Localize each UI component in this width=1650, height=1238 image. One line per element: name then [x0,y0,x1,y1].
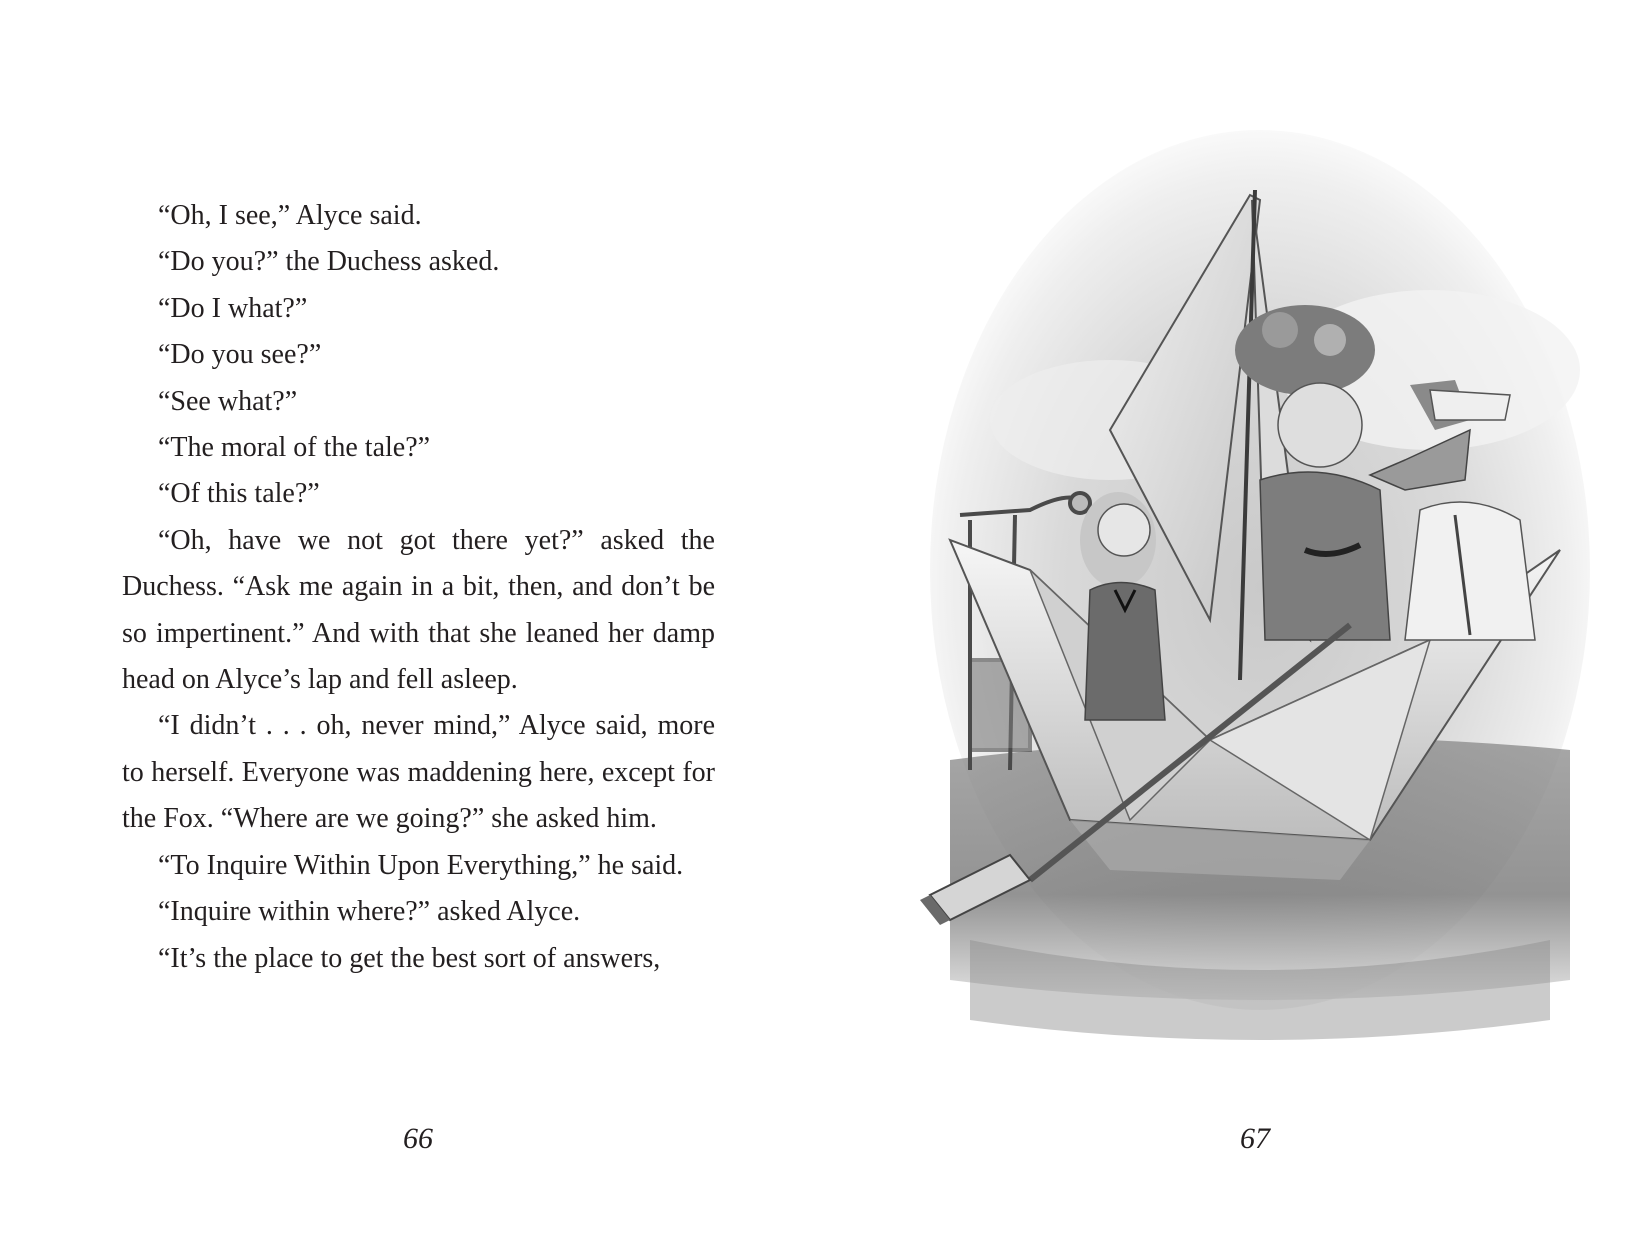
paragraph: “Do I what?” [158,292,308,324]
paragraph: “I didn’t . . . oh, never mind,” Alyce said, more to herself. Everyone was maddening here, except for the Fox. “Where are we going?” she asked him. [122,710,715,835]
paragraph: “Oh, I see,” Alyce said. [158,200,422,231]
paragraph: “Of this tale?” [158,478,320,510]
paragraph: “Do you see?” [158,339,322,371]
right-page [825,0,1650,1238]
page-number: 66 [403,1122,433,1155]
paragraph: “Oh, have we not got there yet?” asked the Duchess. “Ask me again in a bit, then, and don’t be so impertinent.” And with that she leaned her damp head on Alyce’s lap and fell asleep. [122,524,715,696]
page-number: 67 [1240,1122,1270,1155]
paragraph: “It’s the place to get the best sort of answers, [158,942,661,974]
paragraph: “To Inquire Within Upon Everything,” he said. [158,849,684,881]
paragraph: “Inquire within where?” asked Alyce. [158,896,581,928]
paragraph: “See what?” [158,385,298,417]
body-text [122,193,715,982]
paragraph: “The moral of the tale?” [158,432,431,464]
illustration [910,120,1610,1080]
paragraph: “Do you?” the Duchess asked. [158,246,500,278]
girl-figure [1080,492,1165,720]
